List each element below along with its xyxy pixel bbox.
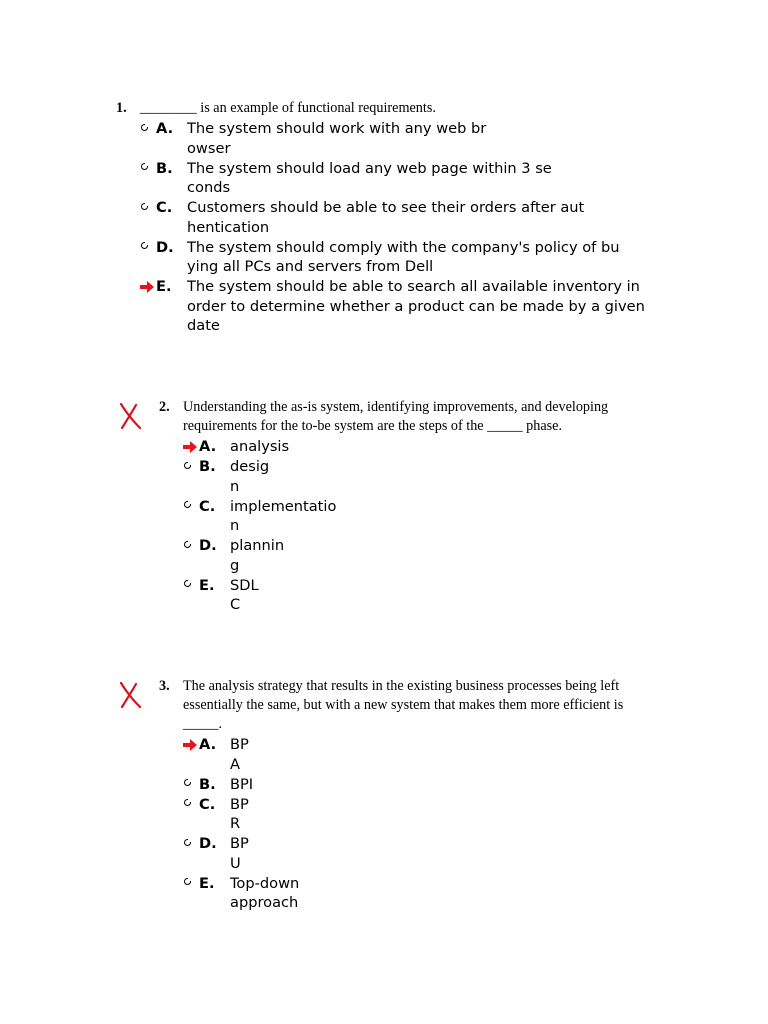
option-d[interactable] (183, 536, 653, 575)
option-text: BPI (230, 775, 254, 793)
radio-icon[interactable] (183, 795, 199, 814)
option-text: The system should work with any web browser (187, 120, 487, 157)
radio-icon[interactable] (183, 497, 199, 516)
question-stem: Understanding the as-is system, identifying improvements, and developing requirements for the to-be system are the steps of the _____ phase. (183, 399, 609, 434)
option-c[interactable] (183, 795, 643, 834)
radio-icon[interactable] (140, 238, 156, 257)
option-a[interactable] (140, 119, 657, 158)
option-d[interactable] (183, 834, 643, 873)
option-text: The system should comply with the company's policy of buying all PCs and servers from Dell (187, 238, 620, 275)
option-text: The system should be able to search all available inventory in order to determine whether a product can be made by a given date (187, 278, 645, 334)
correct-arrow-icon (140, 277, 156, 296)
option-text: Top-down approach (230, 874, 300, 911)
option-letter: D. (156, 238, 174, 256)
option-letter: B. (199, 458, 216, 475)
radio-icon[interactable] (183, 874, 199, 893)
question-number: 2. (159, 399, 170, 415)
option-c[interactable] (140, 198, 657, 237)
option-text: design (230, 458, 270, 495)
option-text: implementation (230, 497, 337, 534)
option-letter: A. (199, 736, 217, 753)
option-b[interactable] (183, 775, 643, 795)
option-letter: C. (156, 199, 173, 216)
option-text: The system should load any web page within 3 seconds (187, 159, 552, 196)
option-letter: D. (199, 835, 217, 852)
question-1 (116, 99, 657, 336)
option-text: Customers should be able to see their orders after authentication (187, 199, 585, 236)
radio-icon[interactable] (183, 576, 199, 595)
option-text: BPU (230, 835, 249, 872)
option-text: analysis (230, 438, 290, 455)
question-number: 3. (159, 678, 170, 694)
question-1-options (140, 119, 657, 336)
option-c[interactable] (183, 497, 653, 536)
option-letter: E. (156, 278, 172, 295)
question-stem: The analysis strategy that results in the existing business processes being left essentially the same, but with a new system that makes them more efficient is _____. (183, 678, 624, 732)
option-a[interactable] (183, 437, 653, 457)
option-e[interactable] (183, 874, 643, 913)
option-b[interactable] (140, 159, 657, 198)
option-b[interactable] (183, 457, 653, 496)
option-letter: C. (199, 497, 216, 515)
radio-icon[interactable] (140, 119, 156, 138)
question-2 (159, 398, 653, 615)
option-d[interactable] (140, 238, 657, 277)
option-e[interactable] (140, 277, 657, 336)
radio-icon[interactable] (183, 775, 199, 794)
question-3 (159, 677, 643, 913)
radio-icon[interactable] (183, 536, 199, 555)
question-2-options (183, 437, 653, 615)
option-letter: A. (156, 120, 174, 137)
option-letter: C. (199, 795, 216, 813)
radio-icon[interactable] (140, 159, 156, 178)
option-letter: B. (156, 159, 173, 177)
radio-icon[interactable] (183, 457, 199, 476)
wrong-answer-x-icon (118, 681, 144, 713)
question-3-options (183, 735, 643, 913)
option-e[interactable] (183, 576, 653, 615)
wrong-answer-x-icon (118, 402, 144, 434)
option-letter: E. (199, 874, 215, 892)
radio-icon[interactable] (140, 198, 156, 217)
correct-arrow-icon (183, 437, 199, 456)
option-letter: B. (199, 775, 216, 793)
option-text: BPA (230, 736, 249, 773)
correct-arrow-icon (183, 735, 199, 754)
option-text: SDLC (230, 576, 259, 613)
option-a[interactable] (183, 735, 643, 774)
question-number: 1. (116, 100, 127, 116)
option-letter: E. (199, 576, 215, 594)
question-1-header (116, 99, 657, 118)
radio-icon[interactable] (183, 834, 199, 853)
question-3-header (159, 677, 643, 734)
question-2-header (159, 398, 653, 436)
question-stem: ________ is an example of functional requirements. (140, 100, 436, 116)
option-text: BPR (230, 795, 249, 832)
option-text: planning (230, 537, 285, 574)
option-letter: D. (199, 537, 217, 554)
option-letter: A. (199, 438, 217, 455)
